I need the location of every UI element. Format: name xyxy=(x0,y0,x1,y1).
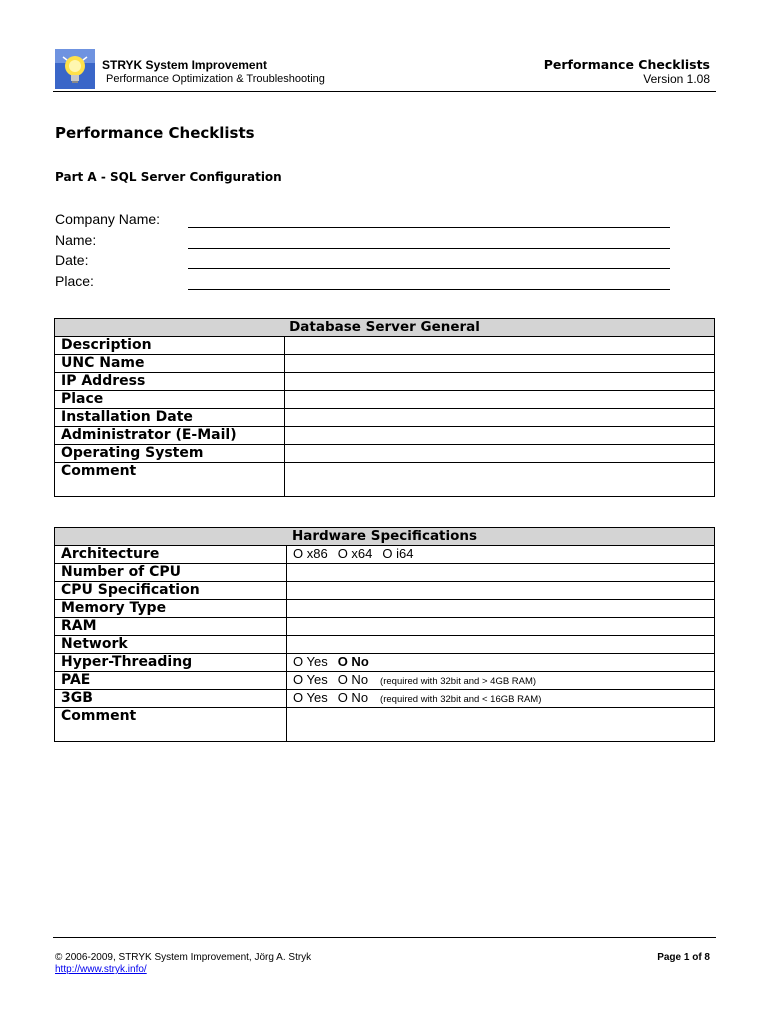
gb3-yes-option[interactable]: O Yes xyxy=(293,690,328,705)
row-value[interactable] xyxy=(285,409,715,427)
architecture-label: Architecture xyxy=(55,546,287,564)
header-company: STRYK System Improvement xyxy=(102,58,267,72)
table-row xyxy=(55,373,715,391)
table-row xyxy=(55,445,715,463)
table-row xyxy=(55,672,715,690)
row-label: Description xyxy=(55,337,285,355)
gb3-options xyxy=(287,690,715,708)
place-line[interactable] xyxy=(188,289,670,290)
row-value[interactable] xyxy=(285,337,715,355)
footer-divider xyxy=(53,937,716,938)
row-label: Administrator (E-Mail) xyxy=(55,427,285,445)
table-row xyxy=(55,391,715,409)
header-doc-title: Performance Checklists xyxy=(543,57,710,72)
footer-copyright: © 2006-2009, STRYK System Improvement, Jörg A. Stryk xyxy=(55,952,312,963)
gb3-note: (required with 32bit and < 16GB RAM) xyxy=(380,694,542,705)
table-row xyxy=(55,463,715,497)
header-version: Version 1.08 xyxy=(643,72,710,86)
memory-type-value[interactable] xyxy=(287,600,715,618)
table-row xyxy=(55,636,715,654)
table-row xyxy=(55,409,715,427)
network-value[interactable] xyxy=(287,636,715,654)
page-title: Performance Checklists xyxy=(55,124,255,142)
part-title: Part A - SQL Server Configuration xyxy=(55,170,282,184)
table-row xyxy=(55,654,715,672)
memory-type-label: Memory Type xyxy=(55,600,287,618)
company-name-field[interactable] xyxy=(55,211,675,231)
ram-label: RAM xyxy=(55,618,287,636)
company-logo xyxy=(55,49,95,89)
table-row xyxy=(55,355,715,373)
hyperthreading-options xyxy=(287,654,715,672)
table-row xyxy=(55,708,715,742)
database-server-table-title: Database Server General xyxy=(55,319,715,337)
cpu-count-label: Number of CPU xyxy=(55,564,287,582)
row-label: IP Address xyxy=(55,373,285,391)
name-line[interactable] xyxy=(188,248,670,249)
date-field[interactable] xyxy=(55,252,675,272)
row-value[interactable] xyxy=(285,391,715,409)
ram-value[interactable] xyxy=(287,618,715,636)
option-x86[interactable]: O x86 xyxy=(293,546,328,561)
company-name-line[interactable] xyxy=(188,227,670,228)
cpu-spec-label: CPU Specification xyxy=(55,582,287,600)
company-name-label: Company Name: xyxy=(55,211,161,227)
row-value[interactable] xyxy=(285,463,715,497)
place-field[interactable] xyxy=(55,273,675,293)
comment-value[interactable] xyxy=(287,708,715,742)
date-line[interactable] xyxy=(188,268,670,269)
footer-page-number: Page 1 of 8 xyxy=(657,952,710,963)
pae-yes-option[interactable]: O Yes xyxy=(293,672,328,687)
table-row xyxy=(55,582,715,600)
row-value[interactable] xyxy=(285,427,715,445)
table-row xyxy=(55,618,715,636)
gb3-no-option[interactable]: O No xyxy=(337,690,369,705)
pae-no-option[interactable]: O No xyxy=(337,672,369,687)
hyperthreading-no-option[interactable]: O No xyxy=(337,654,369,669)
row-label: Operating System xyxy=(55,445,285,463)
footer-website-link[interactable]: http://www.stryk.info/ xyxy=(55,964,147,975)
comment-label: Comment xyxy=(55,708,287,742)
place-label: Place: xyxy=(55,273,94,289)
row-value[interactable] xyxy=(285,355,715,373)
hardware-specs-table xyxy=(54,527,715,742)
name-label: Name: xyxy=(55,232,97,248)
cpu-count-value[interactable] xyxy=(287,564,715,582)
hardware-specs-table-title: Hardware Specifications xyxy=(55,528,715,546)
header-divider xyxy=(53,91,716,92)
cpu-spec-value[interactable] xyxy=(287,582,715,600)
date-label: Date: xyxy=(55,252,89,268)
gb3-label: 3GB xyxy=(55,690,287,708)
table-row xyxy=(55,337,715,355)
row-label: Place xyxy=(55,391,285,409)
architecture-options xyxy=(287,546,715,564)
pae-note: (required with 32bit and > 4GB RAM) xyxy=(380,676,537,687)
row-label: Installation Date xyxy=(55,409,285,427)
name-field[interactable] xyxy=(55,232,675,252)
table-row xyxy=(55,427,715,445)
table-row xyxy=(55,564,715,582)
row-value[interactable] xyxy=(285,445,715,463)
hyperthreading-label: Hyper-Threading xyxy=(55,654,287,672)
row-label: Comment xyxy=(55,463,285,497)
row-value[interactable] xyxy=(285,373,715,391)
database-server-table xyxy=(54,318,715,497)
table-row xyxy=(55,546,715,564)
table-row xyxy=(55,600,715,618)
header-subtitle: Performance Optimization & Troubleshooting xyxy=(106,73,325,85)
hyperthreading-yes-option[interactable]: O Yes xyxy=(293,654,328,669)
pae-label: PAE xyxy=(55,672,287,690)
option-x64[interactable]: O x64 xyxy=(337,546,373,561)
network-label: Network xyxy=(55,636,287,654)
row-label: UNC Name xyxy=(55,355,285,373)
option-i64[interactable]: O i64 xyxy=(382,546,414,561)
pae-options xyxy=(287,672,715,690)
table-row xyxy=(55,690,715,708)
